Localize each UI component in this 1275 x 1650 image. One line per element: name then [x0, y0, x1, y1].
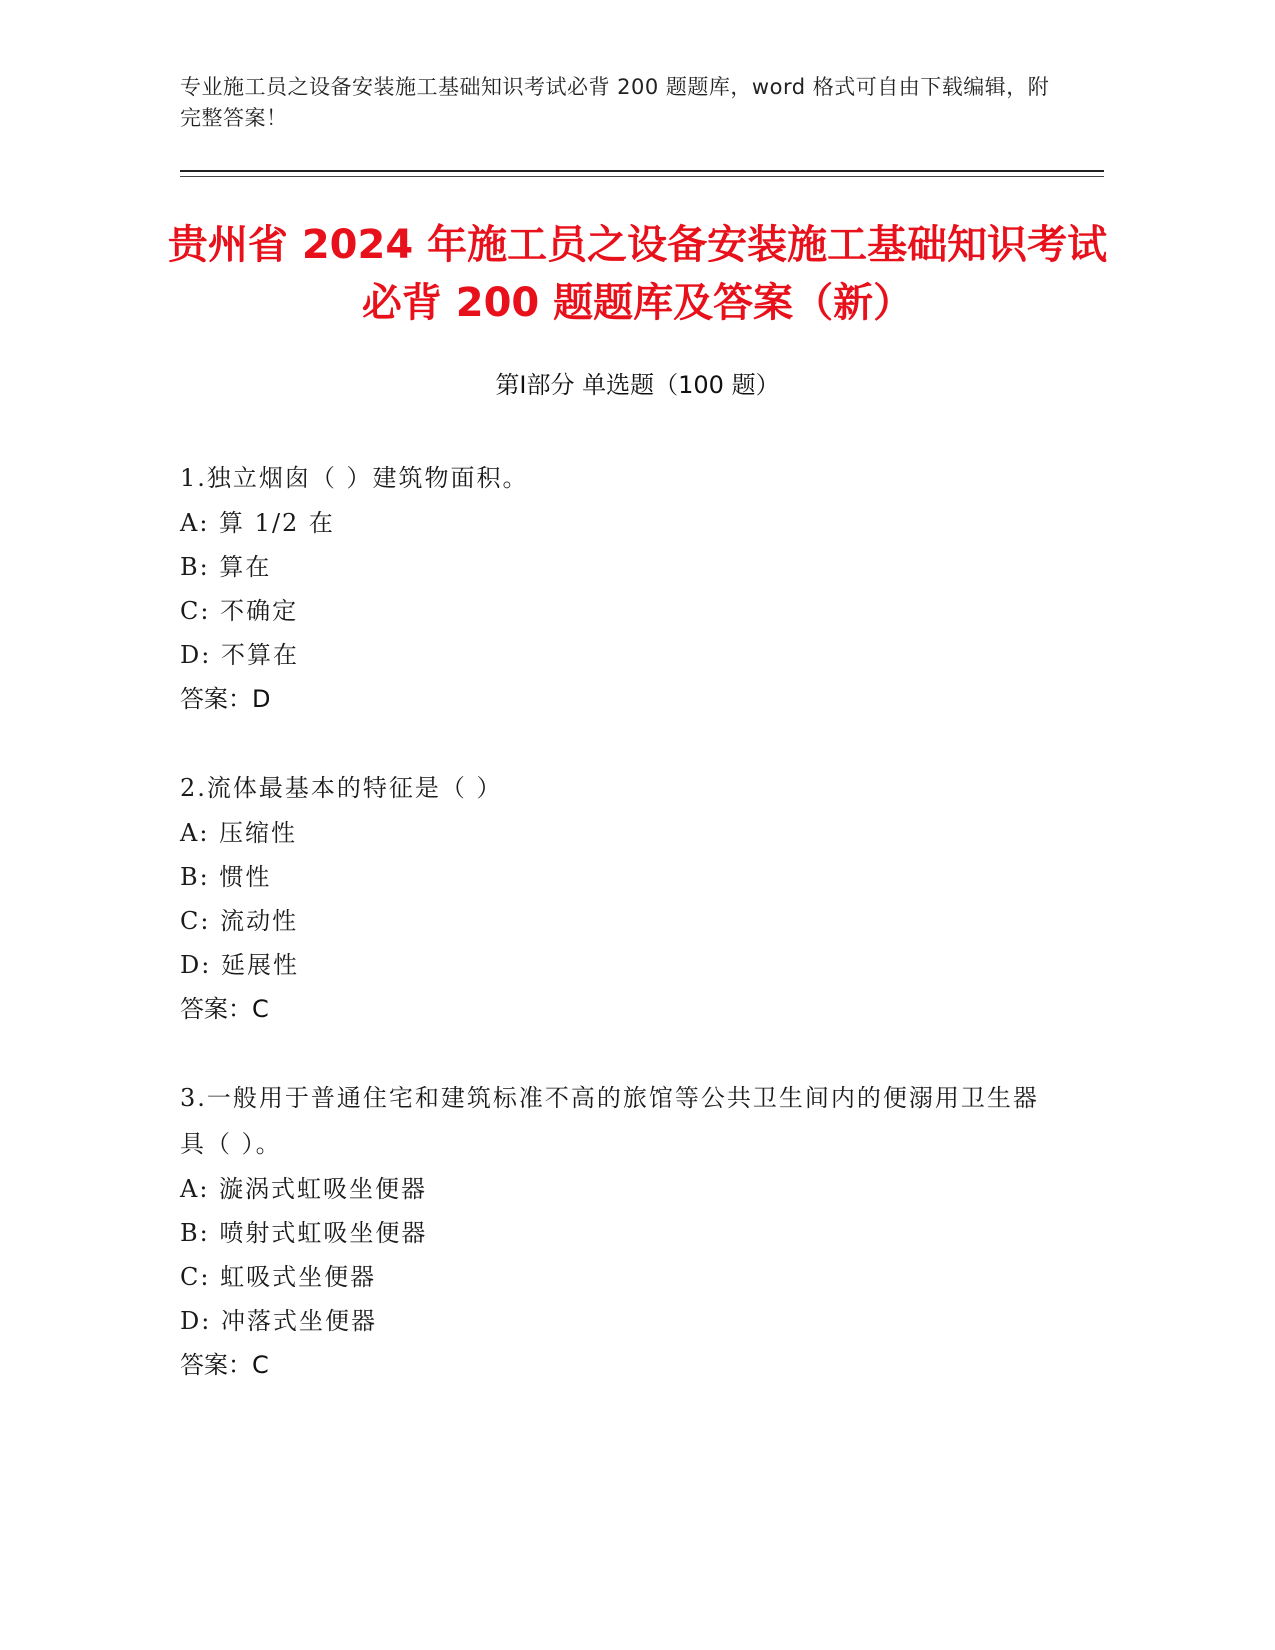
answer: 答案：D [180, 685, 271, 713]
question-1 [180, 455, 1060, 721]
question-2 [180, 765, 1060, 1031]
answer: 答案：C [180, 1351, 269, 1379]
header-note: 专业施工员之设备安装施工基础知识考试必背 200 题题库，word 格式可自由下载编辑，附完整答案！ [180, 75, 1050, 130]
question-stem: 1.独立烟囱（ ）建筑物面积。 [180, 464, 529, 492]
option-b: B: 喷射式虹吸坐便器 [180, 1219, 428, 1247]
question-stem: 3.一般用于普通住宅和建筑标准不高的旅馆等公共卫生间内的便溺用卫生器具（ ）。 [180, 1084, 1039, 1158]
answer: 答案：C [180, 995, 269, 1023]
option-a: A: 压缩性 [180, 819, 298, 847]
option-c: C: 虹吸式坐便器 [180, 1263, 377, 1291]
question-list [180, 455, 1060, 1431]
question-stem: 2.流体最基本的特征是（ ） [180, 774, 503, 802]
option-b: B: 惯性 [180, 863, 272, 891]
header-divider-thick [180, 170, 1104, 172]
option-c: C: 流动性 [180, 907, 299, 935]
document-title: 贵州省 2024 年施工员之设备安装施工基础知识考试必背 200 题题库及答案（新） [167, 222, 1108, 326]
question-3 [180, 1075, 1060, 1387]
header-divider-thin [180, 176, 1104, 177]
option-d: D: 不算在 [180, 641, 299, 669]
option-c: C: 不确定 [180, 597, 299, 625]
option-b: B: 算在 [180, 553, 272, 581]
option-d: D: 冲落式坐便器 [180, 1307, 377, 1335]
section-title: 第Ⅰ部分 单选题（100 题） [495, 371, 780, 399]
option-d: D: 延展性 [180, 951, 299, 979]
option-a: A: 漩涡式虹吸坐便器 [180, 1175, 428, 1203]
option-a: A: 算 1/2 在 [180, 509, 335, 537]
